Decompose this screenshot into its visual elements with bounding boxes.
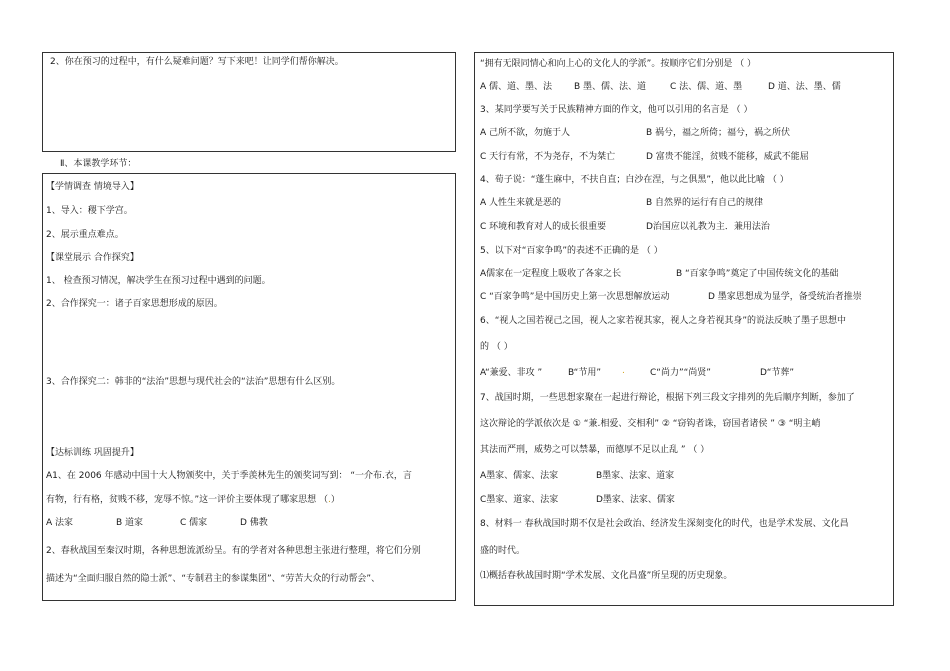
class-step-3: 3、合作探究二：韩非的“法治”思想与现代社会的“法治”思想有什么区别。: [46, 377, 341, 387]
question-6-option-c: C“尚力”“尚贤”: [650, 368, 711, 378]
question-6-line-1: 6、“视人之国若视己之国，视人之家若视其家，视人之身若视其身”的说法反映了墨子思想中: [480, 316, 847, 326]
class-step-2: 2、合作探究一：诸子百家思想形成的原因。: [46, 299, 223, 309]
class-step-1: 1、 检查预习情况，解决学生在预习过程中遇到的问题。: [46, 276, 271, 286]
question-5-option-b: B “百家争鸣”奠定了中国传统文化的基础: [676, 269, 839, 279]
question-5-option-d: D 墨家思想成为显学，备受统治者推崇: [708, 292, 862, 302]
question-6-line-2: 的 （ ）: [480, 342, 513, 352]
question-2-line-1: 2、春秋战国至秦汉时期，各种思想流派纷呈。有的学者对各种思想主张进行整理，将它们分别: [46, 546, 421, 556]
question-4-option-c: C 环境和教育对人的成长很重要: [480, 222, 607, 232]
question-3-option-b: B 祸兮，福之所倚；福兮，祸之所伏: [646, 128, 791, 138]
question-4: 4、荀子说：“蓬生麻中，不扶自直；白沙在涅，与之俱黑”，他以此比喻 （ ）: [480, 175, 789, 185]
question-6-option-b: B“节用”: [568, 368, 602, 378]
question-2-option-c: C 法、儒、道、墨: [670, 82, 743, 92]
intro-step-1: 1、导入：稷下学宫。: [46, 206, 133, 216]
question-7-option-d: D墨家、法家、儒家: [596, 495, 675, 505]
section-title: Ⅱ、本课教学环节：: [60, 159, 137, 169]
question-1-text: 有物，行有格，贫贱不移，宠辱不惊。”这一评价主要体现了哪家思想 （: [46, 495, 329, 505]
intro-step-2: 2、展示重点难点。: [46, 230, 124, 240]
question-5: 5、以下对“百家争鸣”的表述不正确的是 （ ）: [480, 246, 663, 256]
highlight-dot: .: [328, 495, 331, 505]
question-5-option-a: A儒家在一定程度上吸收了各家之长: [480, 269, 622, 279]
question-1-line-2: [46, 494, 340, 506]
question-4-option-a: A 人性生来就是恶的: [480, 198, 562, 208]
question-6-option-a: A“兼爱、非攻 ”: [480, 368, 543, 378]
question-1-paren: ）: [330, 495, 340, 505]
preview-question-2: 2、你在预习的过程中，有什么疑难问题？写下来吧！让同学们帮你解决。: [50, 57, 344, 67]
training-header: 【达标训练 巩固提升】: [46, 448, 139, 458]
question-7-option-c: C墨家、道家、法家: [480, 495, 559, 505]
question-2-option-d: D 道、法、墨、儒: [768, 82, 841, 92]
question-2-option-a: A 儒、道、墨、法: [480, 82, 553, 92]
question-1-line-1: A1、在 2006 年感动中国十大人物颁奖中，关于季羡林先生的颁奖词写到： “一介布.衣，言: [46, 471, 412, 481]
question-3: 3、某同学要写关于民族精神方面的作文，他可以引用的名言是 （ ）: [480, 105, 753, 115]
question-2-line-3: “拥有无限同情心和向上心的文化人的学派”。按顺序它们分别是 （ ）: [480, 59, 757, 69]
question-7-line-2: 这次辩论的学派依次是 ① “兼.相爱、交相利” ② “窃钩者诛，窃国者诸侯 ” ③ “明主峭: [480, 419, 821, 429]
question-8-line-2: 盛的时代。: [480, 546, 526, 556]
question-7-line-1: 7、战国时期，一些思想家聚在一起进行辩论，根据下列三段文字排列的先后顺序判断，参加了: [480, 393, 855, 403]
question-5-option-c: C “百家争鸣”是中国历史上第一次思想解放运动: [480, 292, 670, 302]
question-7-line-3: 其法而严刑，威势之可以禁暴，而德厚不足以止乱 ” （ ）: [480, 445, 710, 455]
question-1-option-d: D 佛教: [240, 518, 268, 528]
intro-header: 【学情调查 情境导入】: [46, 182, 139, 192]
question-7-option-b: B墨家、法家、道家: [596, 471, 675, 481]
highlight-dot: .: [622, 366, 625, 376]
question-3-option-d: D 富贵不能淫，贫贱不能移，威武不能屈: [646, 152, 809, 162]
question-4-option-d: D治国应以礼教为主．兼用法治: [646, 222, 770, 232]
class-header: 【课堂展示 合作探究】: [46, 253, 139, 263]
question-1-option-c: C 儒家: [180, 518, 208, 528]
question-3-option-a: A 己所不欲，勿施于人: [480, 128, 571, 138]
question-3-option-c: C 天行有常，不为尧存，不为桀亡: [480, 152, 616, 162]
question-8-line-1: 8、材料一 春秋战国时期不仅是社会政治、经济发生深刻变化的时代，也是学术发展、文化昌: [480, 519, 849, 529]
question-8-sub-1: ⑴概括春秋战国时期“学术发展、文化昌盛”所呈现的历史现象。: [480, 571, 733, 581]
question-2-line-2: 描述为“全面归服自然的隐士派”、“专制君主的参谋集团”、“劳苦大众的行动帮会”、: [46, 574, 380, 584]
question-1-option-a: A 法家: [46, 518, 74, 528]
question-1-option-b: B 道家: [116, 518, 144, 528]
question-6-option-d: D“节葬”: [760, 368, 795, 378]
question-7-option-a: A墨家、儒家、法家: [480, 471, 559, 481]
question-4-option-b: B 自然界的运行有自己的规律: [646, 198, 764, 208]
question-2-option-b: B 墨、儒、法、道: [574, 82, 647, 92]
